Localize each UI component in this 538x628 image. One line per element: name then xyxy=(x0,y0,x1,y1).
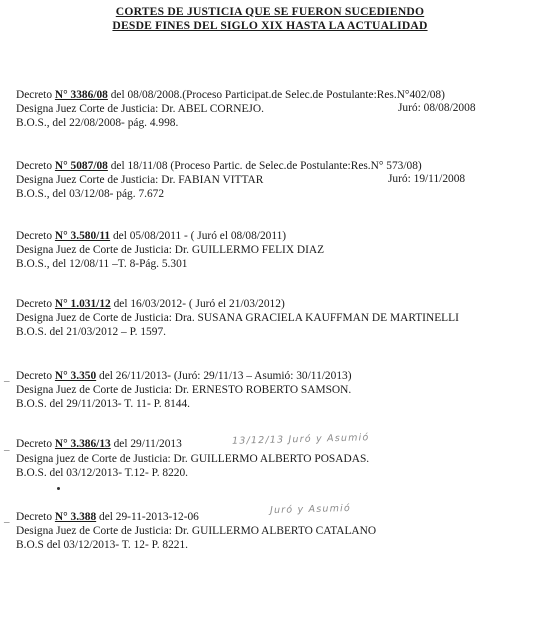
decree-details: del 26/11/2013- (Juró: 29/11/13 – Asumió: 30/11/2013) xyxy=(96,370,352,382)
oath-date: Juró: 08/08/2008 xyxy=(398,102,476,114)
decree-line xyxy=(16,510,199,524)
decree-number: N° 1.031/12 xyxy=(54,298,111,310)
bulletin-reference: B.O.S. del 29/11/2013- T. 11- P. 8144. xyxy=(16,398,191,410)
decree-prefix: Decreto xyxy=(16,160,55,172)
decree-line xyxy=(16,88,445,102)
designation-line: Designa Juez de Corte de Justicia: Dr. GUILLERMO ALBERTO CATALANO xyxy=(16,525,377,537)
decree-number: N° 3.386/13 xyxy=(54,438,111,450)
bulletin-reference: B.O.S., del 03/12/08- pág. 7.672 xyxy=(16,188,165,200)
handwritten-note: 13/12/13 Juró y Asumió xyxy=(231,432,370,447)
bulletin-reference: B.O.S del 03/12/2013- T. 12- P. 8221. xyxy=(16,539,189,551)
designation-line: Designa juez de Corte de Justicia: Dr. GUILLERMO ALBERTO POSADAS. xyxy=(16,453,370,465)
title-line-2: DESDE FINES DEL SIGLO XIX HASTA LA ACTUALIDAD xyxy=(112,19,428,32)
decree-prefix: Decreto xyxy=(16,370,55,382)
title-line-1: CORTES DE JUSTICIA QUE SE FUERON SUCEDIENDO xyxy=(115,5,425,18)
decree-number: N° 3386/08 xyxy=(54,89,108,101)
oath-date: Juró: 19/11/2008 xyxy=(388,173,466,185)
ink-speck xyxy=(57,487,60,490)
decree-line xyxy=(16,159,422,173)
decree-line xyxy=(16,437,182,451)
decree-prefix: Decreto xyxy=(16,511,55,523)
bulletin-reference: B.O.S., del 12/08/11 –T. 8-Pág. 5.301 xyxy=(16,258,188,270)
bulletin-reference: B.O.S. del 21/03/2012 – P. 1597. xyxy=(16,326,166,338)
decree-number: N° 3.580/11 xyxy=(54,230,111,242)
margin-mark: _ xyxy=(4,371,10,383)
decree-line xyxy=(16,369,352,383)
decree-prefix: Decreto xyxy=(16,298,55,310)
decree-line xyxy=(16,297,285,311)
bulletin-reference: B.O.S., del 22/08/2008- pág. 4.998. xyxy=(16,117,179,129)
handwritten-note: Juró y Asumió xyxy=(269,502,352,517)
designation-line: Designa Juez de Corte de Justicia: Dra. SUSANA GRACIELA KAUFFMAN DE MARTINELLI xyxy=(16,312,459,324)
decree-prefix: Decreto xyxy=(16,89,55,101)
margin-mark: _ xyxy=(4,440,10,452)
decree-details: del 29/11/2013 xyxy=(110,438,182,450)
designation-line: Designa Juez de Corte de Justicia: Dr. ERNESTO ROBERTO SAMSON. xyxy=(16,384,352,396)
decree-line xyxy=(16,229,286,243)
margin-mark: _ xyxy=(4,512,10,524)
decree-prefix: Decreto xyxy=(16,230,55,242)
designation-line: Designa Juez de Corte de Justicia: Dr. GUILLERMO FELIX DIAZ xyxy=(16,244,325,256)
decree-details: del 16/03/2012- ( Juró el 21/03/2012) xyxy=(110,298,285,310)
designation-line: Designa Juez Corte de Justicia: Dr. ABEL CORNEJO. xyxy=(16,103,264,115)
designation-line: Designa Juez Corte de Justicia: Dr. FABIAN VITTAR xyxy=(16,174,264,186)
decree-details: del 08/08/2008.(Proceso Participat.de Selec.de Postulante:Res.N°402/08) xyxy=(107,89,445,101)
decree-details: del 18/11/08 (Proceso Partic. de Selec.de Postulante:Res.N° 573/08) xyxy=(107,160,422,172)
bulletin-reference: B.O.S. del 03/12/2013- T.12- P. 8220. xyxy=(16,467,189,479)
decree-details: del 05/08/2011 - ( Juró el 08/08/2011) xyxy=(110,230,287,242)
decree-number: N° 3.388 xyxy=(54,511,97,523)
decree-number: N° 3.350 xyxy=(54,370,97,382)
decree-prefix: Decreto xyxy=(16,438,55,450)
decree-details: del 29-11-2013-12-06 xyxy=(96,511,199,523)
decree-number: N° 5087/08 xyxy=(54,160,108,172)
